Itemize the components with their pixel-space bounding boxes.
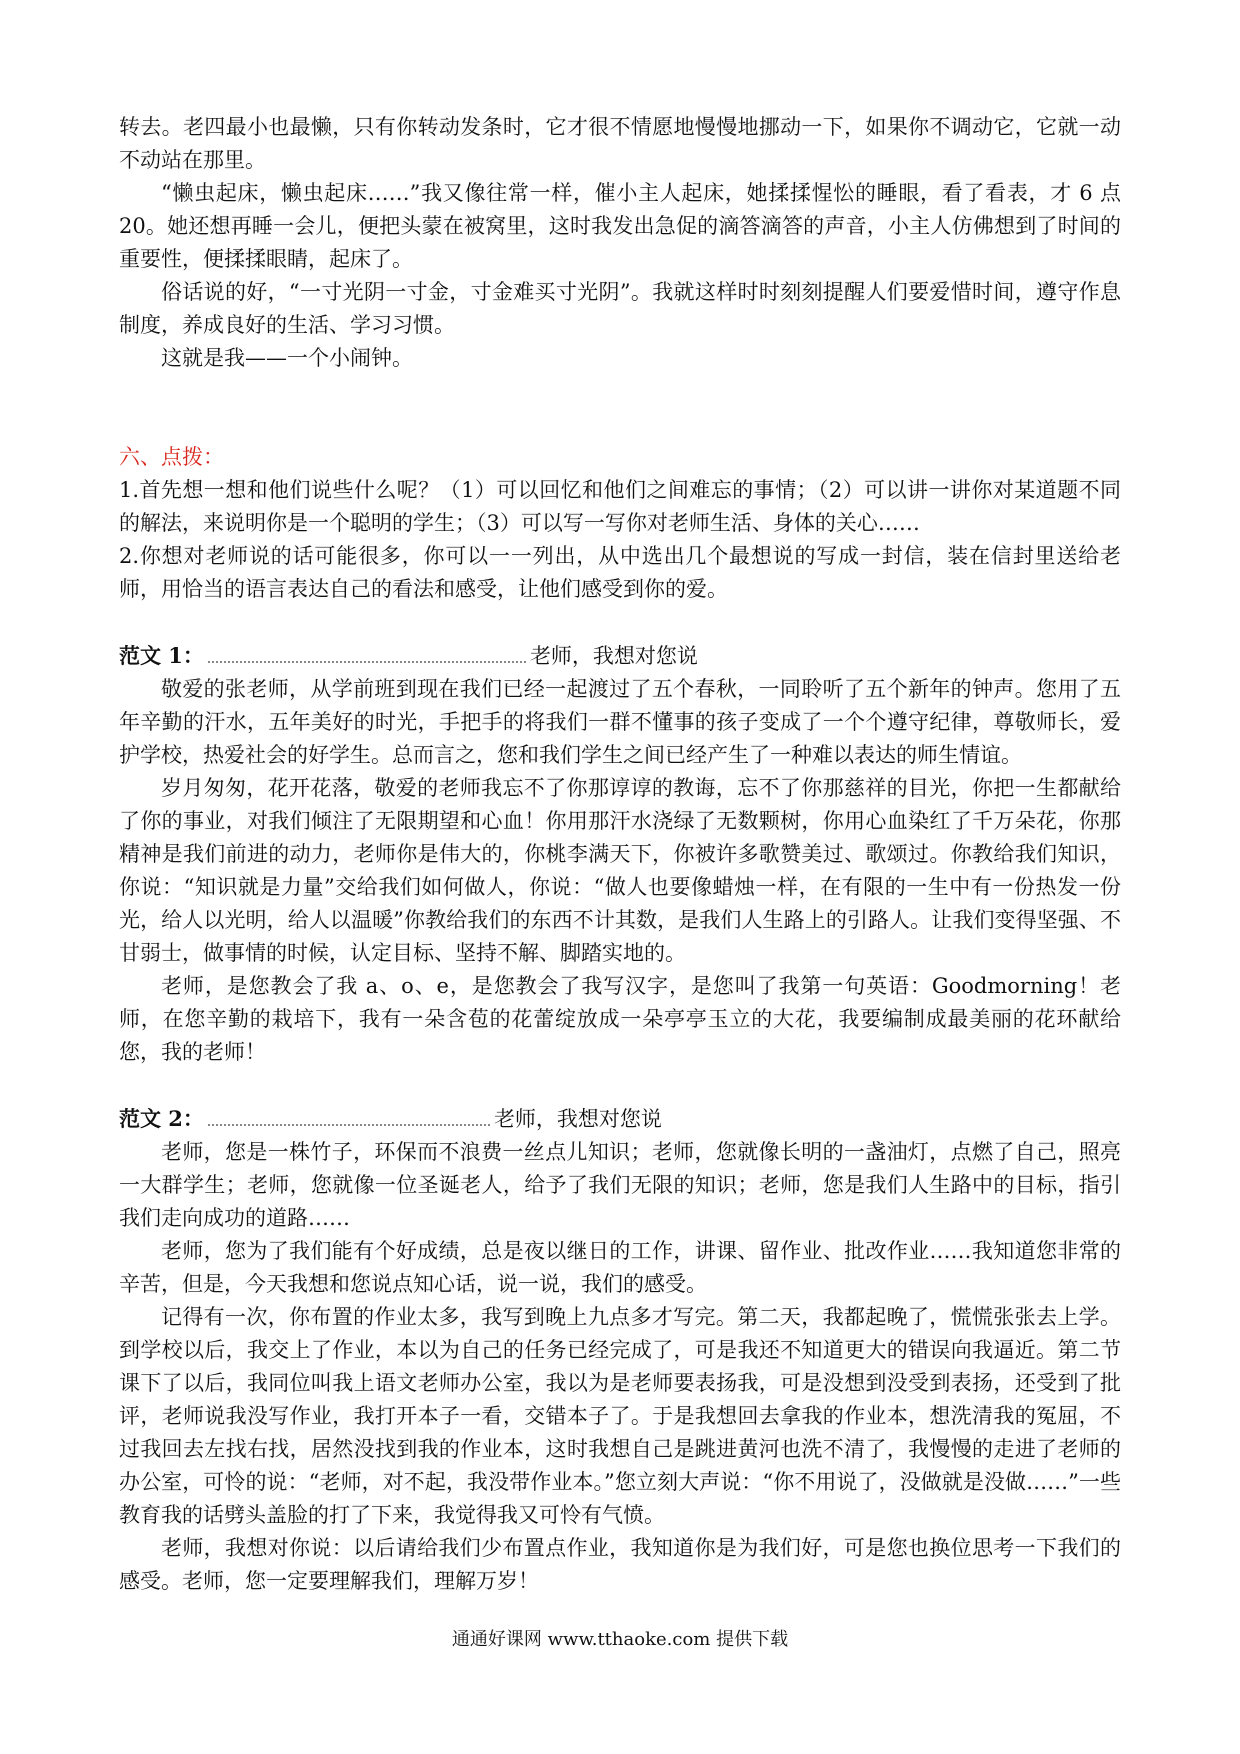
intro-paragraph-2: “懒虫起床，懒虫起床……”我又像往常一样，催小主人起床，她揉揉惺忪的睡眼，看了看表，才 6 点 20。她还想再睡一会儿，便把头蒙在被窝里，这时我发出急促的滴答滴答的声音，小主人仿佛想到了时间的重要性，便揉揉眼睛，起床了。 [119, 181, 1121, 271]
essay-1-title: 老师，我想对您说 [529, 644, 698, 668]
essay-2-paragraph: 记得有一次，你布置的作业太多，我写到晚上九点多才写完。第二天，我都起晚了，慌慌张张去上学。到学校以后，我交上了作业，本以为自己的任务已经完成了，可是我还不知道更大的错误向我逼近。第二节课下了以后，我同位叫我上语文老师办公室，我以为是老师要表扬我，可是没想到没受到表扬，还受到了批评，老师说我没写作业，我打开本子一看，交错本子了。于是我想回去拿我的作业本，想洗清我的冤屈，不过我回去左找右找，居然没找到我的作业本，这时我想自己是跳进黄河也洗不清了，我慢慢的走进了老师的办公室，可怜的说：“老师，对不起，我没带作业本。”您立刻大声说：“你不用说了，没做就是没做……”一些教育我的话劈头盖脸的打了下来，我觉得我又可怜有气愤。 [119, 1305, 1121, 1527]
essay-1-heading [119, 639, 1121, 673]
essay-2-blank-line [208, 1112, 490, 1126]
essay-1-paragraph: 岁月匆匆，花开花落，敬爱的老师我忘不了你那谆谆的教诲，忘不了你那慈祥的目光，你把一生都献给了你的事业，对我们倾注了无限期望和心血！你用那汗水浇绿了无数颗树，你用心血染红了千万朵花，你那精神是我们前进的动力，老师你是伟大的，你桃李满天下，你被许多歌赞美过、歌颂过。你教给我们知识，你说：“知识就是力量”交给我们如何做人，你说：“做人也要像蜡烛一样，在有限的一生中有一份热发一份光，给人以光明，给人以温暖”你教给我们的东西不计其数，是我们人生路上的引路人。让我们变得坚强、不甘弱士，做事情的时候，认定目标、坚持不解、脚踏实地的。 [119, 776, 1121, 965]
essay-2-label: 范文 2： [119, 1106, 204, 1131]
essay-2-title: 老师，我想对您说 [493, 1107, 662, 1131]
section-six-title: 六、点拨： [119, 445, 224, 469]
essay-2-paragraph: 老师，您是一株竹子，环保而不浪费一丝点儿知识；老师，您就像长明的一盏油灯，点燃了自己，照亮一大群学生；老师，您就像一位圣诞老人，给予了我们无限的知识；老师，您是我们人生路中的目标，指引我们走向成功的道路…… [119, 1140, 1121, 1230]
intro-paragraph-1: 转去。老四最小也最懒，只有你转动发条时，它才很不情愿地慢慢地挪动一下，如果你不调动它，它就一动不动站在那里。 [119, 115, 1121, 172]
section-six-point-2: 2.你想对老师说的话可能很多，你可以一一列出，从中选出几个最想说的写成一封信，装在信封里送给老师，用恰当的语言表达自己的看法和感受，让他们感受到你的爱。 [119, 544, 1121, 601]
section-six-point-1: 1.首先想一想和他们说些什么呢？（1）可以回忆和他们之间难忘的事情；（2）可以讲一讲你对某道题不同的解法，来说明你是一个聪明的学生；（3）可以写一写你对老师生活、身体的关心…… [119, 478, 1121, 535]
essay-1-paragraph: 老师，是您教会了我 a、o、e，是您教会了我写汉字，是您叫了我第一句英语：Goodmorning！老师，在您辛勤的栽培下，我有一朵含苞的花蕾绽放成一朵亭亭玉立的大花，我要编制成最美丽的花环献给您，我的老师！ [119, 974, 1121, 1064]
essay-1-blank-line [208, 649, 526, 663]
intro-paragraph-4: 这就是我——一个小闹钟。 [161, 346, 413, 370]
essay-2-heading [119, 1102, 1121, 1136]
essay-1-paragraph: 敬爱的张老师，从学前班到现在我们已经一起渡过了五个春秋，一同聆听了五个新年的钟声。您用了五年辛勤的汗水，五年美好的时光，手把手的将我们一群不懂事的孩子变成了一个个遵守纪律，尊敬师长，爱护学校，热爱社会的好学生。总而言之，您和我们学生之间已经产生了一种难以表达的师生情谊。 [119, 677, 1121, 767]
page-footer: 通通好课网 www.tthaoke.com 提供下载 [451, 1629, 789, 1650]
essay-2-paragraph: 老师，您为了我们能有个好成绩，总是夜以继日的工作，讲课、留作业、批改作业……我知道您非常的辛苦，但是，今天我想和您说点知心话，说一说，我们的感受。 [119, 1239, 1121, 1296]
essay-1-label: 范文 1： [119, 643, 204, 668]
document-body [119, 111, 1121, 1598]
intro-paragraph-3: 俗话说的好，“一寸光阴一寸金，寸金难买寸光阴”。我就这样时时刻刻提醒人们要爱惜时间，遵守作息制度，养成良好的生活、学习习惯。 [119, 280, 1121, 337]
essay-2-paragraph: 老师，我想对你说：以后请给我们少布置点作业，我知道你是为我们好，可是您也换位思考一下我们的感受。老师，您一定要理解我们，理解万岁！ [119, 1536, 1121, 1593]
